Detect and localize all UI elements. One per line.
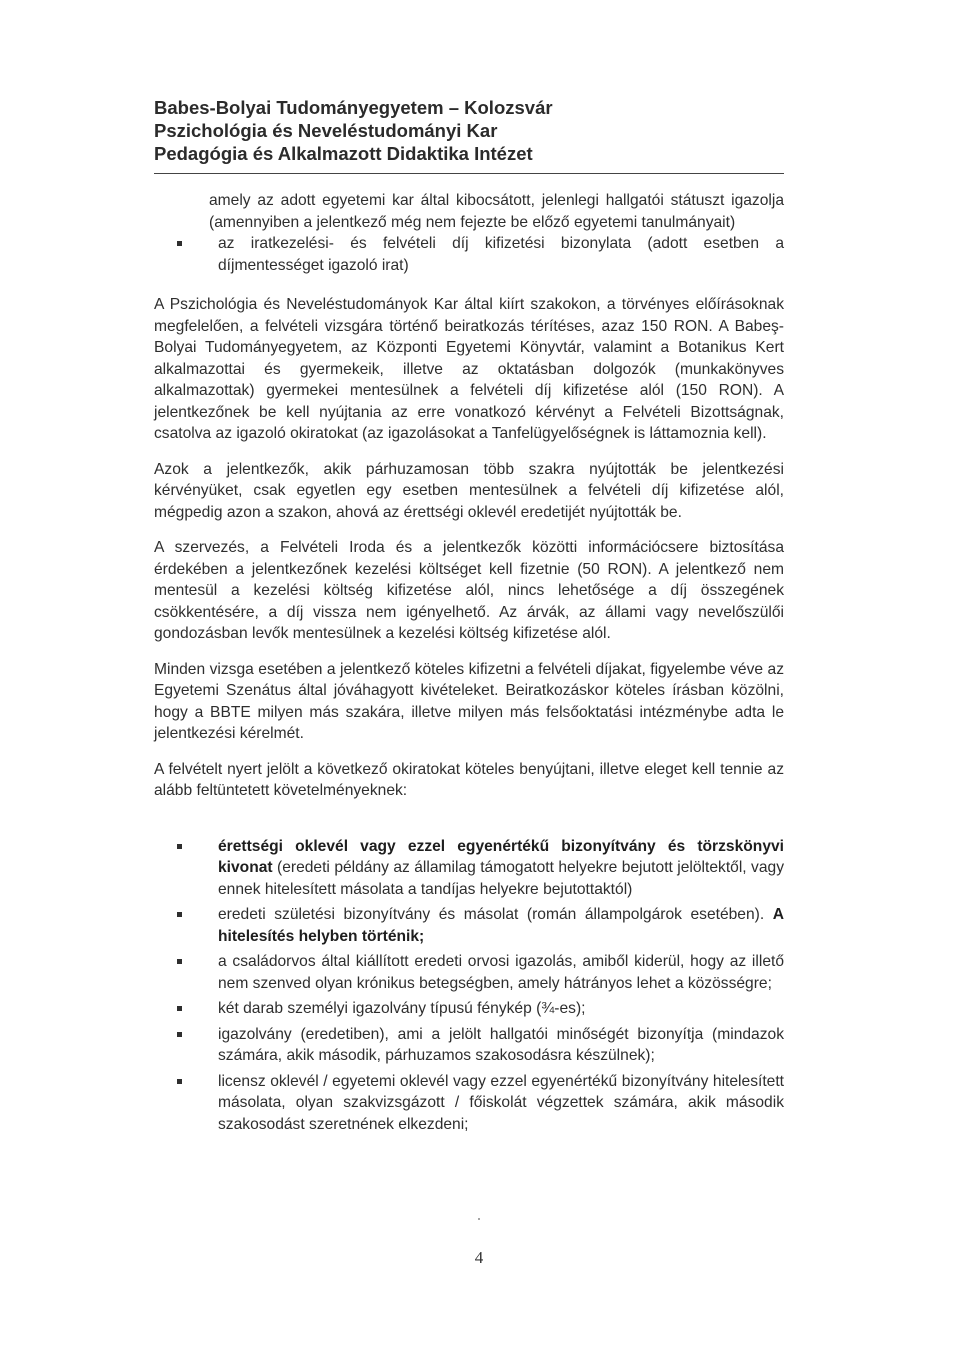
bullet-icon	[177, 1079, 182, 1084]
list-item-text: az iratkezelési- és felvételi díj kifizetési bizonylata (adott esetben a díjmentességet igazoló irat)	[218, 235, 784, 274]
page-number: 4	[474, 1248, 484, 1267]
bullet-icon	[177, 912, 182, 917]
list-item	[154, 1024, 784, 1067]
list-item-bold: A hitelesítés helyben történik;	[218, 906, 784, 945]
list-item	[154, 1071, 784, 1136]
institute-name: Pedagógia és Alkalmazott Didaktika Intézet	[154, 143, 533, 164]
paragraph-multiple-applications: Azok a jelentkezők, akik párhuzamosan több szakra nyújtották be jelentkezési kérvényüket, csak egyetlen egy esetben mentesülnek a felvételi díj kifizetése alól, mégpedig azon a szakon, ahová az érettségi oklevél eredetijét nyújtották be.	[154, 460, 784, 521]
bullet-icon	[177, 1006, 182, 1011]
list-item	[154, 998, 784, 1020]
intro-bullet-list	[154, 233, 784, 276]
header-divider	[154, 173, 784, 174]
list-item-text: licensz oklevél / egyetemi oklevél vagy ezzel egyenértékű bizonyítvány hitelesített másolata, olyan szakvizsgázott / főiskolát végzettek számára, akik második szakosodást szeretnének elkezdeni;	[218, 1072, 784, 1133]
requirements-list	[154, 836, 784, 1136]
list-item-bold: érettségi oklevél vagy ezzel egyenértékű bizonyítvány és törzskönyvi kivonat	[218, 837, 784, 876]
list-item-text: eredeti születési bizonyítvány és másolat (román állampolgárok esetében).	[218, 906, 773, 923]
scan-speck	[478, 1218, 480, 1220]
bullet-icon	[177, 959, 182, 964]
paragraph-handling-cost: A szervezés, a Felvételi Iroda és a jelentkezők közötti információcsere biztosítása érdekében a jelentkezőnek kezelési költséget kell fizetnie (50 RON). A jelentkező nem mentesül a kezelési költség kifizetése alól, nincs lehetősége a díj összegének csökkentésére, a díj vissza nem igényelhető. Az árvák, az állami vagy nevelőszülői gondozásban levők mentesülnek a kezelési költség kifizetése alól.	[154, 539, 784, 642]
list-item-text: a családorvos által kiállított eredeti orvosi igazolás, amiből kiderül, hogy az illető nem szenved olyan krónikus betegségben, amely hátrányos lehet a közösségre;	[218, 953, 784, 992]
institution-header	[154, 96, 784, 165]
paragraph-fees: A Pszichológia és Neveléstudományok Kar által kiírt szakokon, a törvényes előírásoknak megfelelően, a felvételi vizsgára történő beiratkozás térítéses, azaz 150 RON. A Babeş-Bolyai Tudományegyetem, az Központi Egyetemi Könyvtár, valamint a Botanikus Kert alkalmazottai és gyermekeik, illetve az oktatásban dolgozók (munkakönyves alkalmazottak) gyermekei mentesülnek a felvételi díj kifizetése alól (150 RON). A jelentkezőnek be kell nyújtania az erre vonatkozó kérvényt a Felvételi Bizottságnak, csatolva az igazoló okiratokat (az igazolásokat a Tanfelügyelőségnek is láttamoznia kell).	[154, 296, 784, 442]
list-item	[154, 836, 784, 901]
list-item	[154, 233, 784, 276]
paragraph-required-documents: A felvételt nyert jelölt a következő okiratokat köteles benyújtani, illetve eleget kell tennie az alább feltüntetett követelményeknek:	[154, 760, 784, 799]
continued-list-item: amely az adott egyetemi kar által kibocsátott, jelenlegi hallgatói státuszt igazolja (amennyiben a jelentkező még nem fejezte be előző egyetemi tanulmányait)	[209, 192, 784, 231]
bullet-icon	[177, 1032, 182, 1037]
university-name: Babes-Bolyai Tudományegyetem – Kolozsvár	[154, 97, 553, 118]
list-item	[154, 951, 784, 994]
paragraph-exam-fees: Minden vizsga esetében a jelentkező köteles kifizetni a felvételi díjakat, figyelembe véve az Egyetemi Szenátus által jóváhagyott kivételeket. Beiratkozáskor köteles írásban közölni, hogy a BBTE milyen más szakára, illetve milyen más felsőoktatási intézménybe adta le jelentkezési kérelmét.	[154, 660, 784, 742]
list-item-text: igazolvány (eredetiben), ami a jelölt hallgatói minőségét bizonyítja (mindazok számára, akik második, párhuzamos szakosodásra készülnek);	[218, 1025, 784, 1064]
list-item	[154, 904, 784, 947]
bullet-icon	[177, 241, 182, 246]
list-item-text: (eredeti példány az államilag támogatott helyekre bejutott jelöltektől, vagy ennek hitelesített másolata a tandíjas helyekre bejutottaktól)	[218, 859, 784, 898]
document-body	[154, 190, 784, 1139]
bullet-icon	[177, 844, 182, 849]
faculty-name: Pszichológia és Neveléstudományi Kar	[154, 120, 498, 141]
list-item-text: két darab személyi igazolvány típusú fénykép (¾-es);	[218, 1000, 586, 1017]
